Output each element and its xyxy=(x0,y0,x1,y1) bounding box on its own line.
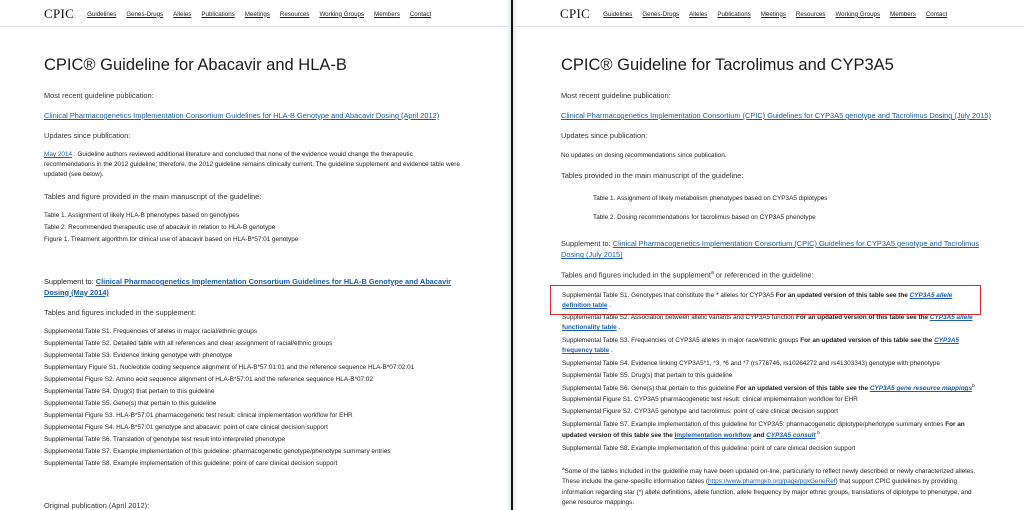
s1-link[interactable]: CYP3A5 allele xyxy=(909,292,953,299)
s1-bold: For an updated version of this table see the xyxy=(775,292,908,299)
update-text-3: updated (see below). xyxy=(44,170,104,178)
nav-working-groups[interactable]: Working Groups xyxy=(319,10,365,18)
s1-link-cont[interactable]: definition table xyxy=(562,301,608,309)
original-publication-label: Original publication (April 2012): xyxy=(44,501,150,510)
supp-table-item: Supplemental Table S7. Example implementation of this guideline: pharmacogenetic genotype/phenotype summary entries xyxy=(44,448,391,455)
supp-row-s3: Supplemental Table S3. Frequencies of CYP3A5 alleles in major race/ethnic groups For an updated version of this table see the CYP3A5 frequency table . xyxy=(562,337,960,354)
supp-table-item: Supplemental Table S8. Example implementation of this guideline: point of care clinical decision support xyxy=(44,460,338,467)
s7-link-consult[interactable]: CYP3A5 consult xyxy=(766,432,816,440)
supplement-link[interactable]: Clinical Pharmacogenetics Implementation Consortium Guidelines for HLA-B Genotype and Abacavir xyxy=(95,277,452,286)
main-tables-label: Tables provided in the main manuscript of the guideline: xyxy=(561,171,744,180)
nav-guidelines[interactable]: Guidelines xyxy=(603,10,633,18)
supp-row-f2: Supplemental Figure S2. CYP3A5 genotype and tacrolimus: point of care clinical decision support xyxy=(562,408,839,415)
s7-text: Supplemental Table S7. Example implementation of this guideline for CYP3A5: pharmacogenetic diplotype/phenotype summary entries xyxy=(562,421,944,428)
s6-text: Supplemental Table S6. Gene(s) that pertain to this guideline xyxy=(562,385,735,393)
no-updates-text: No updates on dosing recommendations since publication. xyxy=(561,152,727,159)
brand-logo[interactable]: CPIC xyxy=(44,6,75,21)
right-pane xyxy=(516,0,1024,510)
nav-alleles[interactable]: Alleles xyxy=(689,10,708,18)
nav-contact[interactable]: Contact xyxy=(925,10,948,18)
top-nav xyxy=(44,7,441,21)
nav-working-groups[interactable]: Working Groups xyxy=(835,10,881,18)
s6-footnote-mark: b xyxy=(972,383,975,388)
supp-table-item: Supplemental Table S4. Drug(s) that pertain to this guideline xyxy=(44,388,215,395)
s2-link-cont[interactable]: functionality table xyxy=(562,323,617,331)
left-pane xyxy=(0,0,508,510)
supp-row-s1: Supplemental Table S1. Genotypes that constitute the * alleles for CYP3A5 For an updated version of this table see the CYP3A5 allele definition table . xyxy=(562,292,953,309)
recent-publication-link[interactable]: Clinical Pharmacogenetics Implementation Consortium (CPIC) Guidelines for CYP3A5 genotype and Tacrolimus Dosing (July 2015) xyxy=(561,111,991,120)
recent-label: Most recent guideline publication: xyxy=(561,91,671,100)
footnote-line-1: Some of the tables included in the guideline may have been updated on-line, particularly to reflect newly described or newly characterized alleles. xyxy=(564,468,976,476)
s7-footnote-mark: b xyxy=(817,429,820,435)
nav-resources[interactable]: Resources xyxy=(279,10,310,18)
s3-text: Supplemental Table S3. Frequencies of CYP3A5 alleles in major race/ethnic groups xyxy=(562,337,799,344)
update-date-link[interactable]: May 2014 xyxy=(44,151,73,158)
supp-label-footnote-mark: a xyxy=(710,270,714,276)
main-table-item: Table 1. Assignment of likely metabolism phenotypes based on CYP3A5 diplotypes xyxy=(593,195,828,202)
supplement-prefix: Supplement to: xyxy=(44,277,94,286)
supp-row-f1: Supplemental Figure S1. CYP3A5 pharmacogenetic test result: clinical implementation workflow for EHR xyxy=(562,396,858,403)
brand-logo[interactable]: CPIC xyxy=(560,6,591,21)
nav-divider xyxy=(0,26,508,27)
s2-link[interactable]: CYP3A5 allele xyxy=(929,314,973,321)
nav-publications[interactable]: Publications xyxy=(201,10,235,18)
supplement-heading xyxy=(44,277,451,298)
main-table-item: Table 2. Recommended therapeutic use of abacavir in relation to HLA-B genotype xyxy=(44,224,276,231)
supp-table-item: Supplemental Table S5. Gene(s) that pertain to this guideline xyxy=(44,400,217,407)
top-nav xyxy=(560,7,957,21)
supplement-link[interactable]: Clinical Pharmacogenetics Implementation Consortium (CPIC) Guidelines for CYP3A5 genotype and Tacrolimus xyxy=(612,239,980,248)
nav-meetings[interactable]: Meetings xyxy=(244,10,270,18)
supp-table-item: Supplemental Figure S3. HLA-B*57:01 pharmacogenetic test result: clinical implementation workflow for EHR xyxy=(44,412,353,419)
supp-row-s7 xyxy=(562,420,965,441)
supplement-prefix: Supplement to: xyxy=(561,239,611,248)
nav-publications[interactable]: Publications xyxy=(717,10,751,18)
s7-bold-2: updated version of this table see the xyxy=(562,432,673,440)
s2-text: Supplemental Table S2. Association between allelic variants and CYP3A5 function xyxy=(562,314,795,321)
supp-row-s8: Supplemental Table S8. Example implementation of this guideline: point of care clinical decision support xyxy=(562,445,856,452)
supp-table-item: Supplemental Table S2. Detailed table with all references and clear assignment of racial/ethnic groups xyxy=(44,340,333,347)
main-table-item: Table 2. Dosing recommendations for tacrolimus based on CYP3A5 phenotype xyxy=(593,214,816,221)
supp-table-item: Supplemental Table S6. Translation of genotype test result into interpreted phenotype xyxy=(44,436,286,443)
s2-bold: For an updated version of this table see the xyxy=(796,314,929,321)
s6-link[interactable]: CYP3A5 gene resource mappings xyxy=(869,385,973,393)
supp-label xyxy=(561,270,814,279)
nav-members[interactable]: Members xyxy=(890,10,916,18)
recent-publication-link[interactable]: Clinical Pharmacogenetics Implementation Consortium Guidelines for HLA-B Genotype and Abacavir Dosing (April 2012) xyxy=(44,111,440,120)
s7-link-workflow[interactable]: Implementation workflow xyxy=(674,432,752,440)
nav-meetings[interactable]: Meetings xyxy=(760,10,786,18)
s3-link[interactable]: CYP3A5 xyxy=(934,337,960,344)
main-tables-label: Tables and figure provided in the main manuscript of the guideline: xyxy=(44,192,262,201)
footnote-line-4: gene resource mappings. xyxy=(562,498,635,506)
split-divider[interactable] xyxy=(508,0,516,510)
updates-label: Updates since publication: xyxy=(44,131,131,140)
footnote-line-2-pre: These include the gene-specific information tables ( xyxy=(562,478,708,486)
nav-genes-drugs[interactable]: Genes-Drugs xyxy=(642,10,680,18)
nav-guidelines[interactable]: Guidelines xyxy=(87,10,117,18)
supplement-link-cont[interactable]: Dosing (July 2015) xyxy=(561,250,623,260)
pharmgkb-link[interactable]: https://www.pharmgkb.org/page/pgxGeneRef xyxy=(708,478,836,486)
nav-contact[interactable]: Contact xyxy=(409,10,432,18)
supplement-link-cont[interactable]: Dosing (May 2014) xyxy=(44,287,109,297)
recent-label: Most recent guideline publication: xyxy=(44,91,154,100)
supp-row-s2: Supplemental Table S2. Association between allelic variants and CYP3A5 function For an updated version of this table see the CYP3A5 allele functionality table . xyxy=(562,314,973,331)
s7-and: and xyxy=(753,432,765,440)
update-paragraph xyxy=(44,150,460,180)
s3-link-cont[interactable]: frequency table xyxy=(562,346,610,354)
s6-bold: For an updated version of this table see the xyxy=(735,385,869,393)
supp-row-s6 xyxy=(562,383,975,394)
main-table-item: Table 1. Assignment of likely HLA-B phenotypes based on genotypes xyxy=(44,212,240,219)
nav-alleles[interactable]: Alleles xyxy=(173,10,192,18)
supp-table-item: Supplemental Figure S4. HLA-B*57:01 genotype and abacavir: point of care clinical decision support xyxy=(44,424,328,431)
supp-row-s4: Supplemental Table S4. Evidence linking CYP3A5*1, *3, *6 and *7 (rs776746, rs10264272 and rs41303343) genotype with phenotype xyxy=(562,360,940,367)
supp-table-item: Supplemental Table S3. Evidence linking genotype with phenotype xyxy=(44,352,233,359)
s1-text: Supplemental Table S1. Genotypes that constitute the * alleles for CYP3A5 xyxy=(562,292,774,299)
supp-tables-label: Tables and figures included in the supplement: xyxy=(44,308,197,317)
page-title: CPIC® Guideline for Abacavir and HLA-B xyxy=(44,56,347,74)
update-text-2: recommendations in the 2012 guideline; therefore, the 2012 guideline remains clinically current. The guideline supplement and evidence table were xyxy=(44,160,460,168)
supp-label-text: Tables and figures included in the supplement xyxy=(561,270,711,280)
nav-resources[interactable]: Resources xyxy=(795,10,826,18)
supp-table-item: Supplementary Figure S1. Nucleotide coding sequence alignment of HLA-B*57:01:01 and the reference sequence HLA-B*07:02:01 xyxy=(44,364,415,371)
footnote-line-2-post: ) that support CPIC guidelines by providing xyxy=(835,478,958,486)
update-text-1: : Guideline authors reviewed additional literature and concluded that none of the evidence would change the therapeutic xyxy=(73,151,413,158)
supp-label-suffix: or referenced in the guideline: xyxy=(713,270,814,280)
supp-table-item: Supplemental Figure S2. Amino acid sequence alignment of HLA-B*57:01 and the reference sequence HLA-B*07:02 xyxy=(44,376,373,383)
supp-row-s5: Supplemental Table S5. Drug(s) that pertain to this guideline xyxy=(562,372,733,379)
page-title: CPIC® Guideline for Tacrolimus and CYP3A5 xyxy=(561,56,894,74)
main-table-item: Figure 1. Treatment algorithm for clinical use of abacavir based on HLA-B*57:01 genotype xyxy=(44,236,299,243)
supplement-heading xyxy=(561,238,979,260)
footnote-mark: a xyxy=(562,466,565,471)
footnote-line-3: information regarding star (*) allele definitions, allele function, allele frequency by major ethnic groups, translations of diplotype to phenotype, and xyxy=(562,488,972,496)
s3-bold: For an updated version of this table see the xyxy=(800,337,933,344)
footnote xyxy=(562,465,975,508)
s7-bold-1: For an xyxy=(945,421,965,428)
supp-table-item: Supplemental Table S1. Frequencies of alleles in major racial/ethnic groups xyxy=(44,328,258,335)
nav-genes-drugs[interactable]: Genes-Drugs xyxy=(126,10,164,18)
updates-label: Updates since publication: xyxy=(561,131,648,140)
nav-members[interactable]: Members xyxy=(374,10,400,18)
nav-divider xyxy=(516,26,1024,27)
